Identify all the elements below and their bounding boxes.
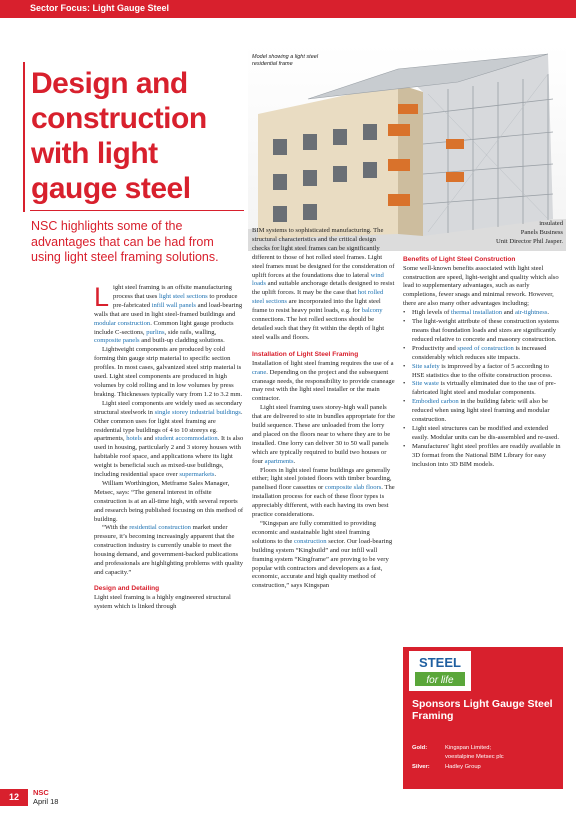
steel-for-life-logo: [409, 651, 471, 691]
link-light-steel-sections[interactable]: light steel sections: [159, 292, 208, 300]
svg-text:for life: for life: [426, 675, 454, 686]
sponsor-silver: Silver: Hadley Group: [412, 764, 481, 770]
subheading: Design and Detailing: [94, 584, 160, 592]
subheading: Benefits of Light Steel Construction: [403, 255, 516, 263]
link-student-accommodation[interactable]: student accommodation: [154, 435, 218, 443]
link-embodied-carbon[interactable]: Embodied carbon: [412, 398, 459, 406]
image-caption: Model showing a light steel residential frame: [252, 54, 319, 67]
list-item: • The light-weight attribute of these construction systems means that foundation loads and sizes are significantly reduced relative to concrete and masonry construction.: [403, 318, 563, 345]
link-apartments[interactable]: apartments: [264, 457, 294, 465]
link-site-waste[interactable]: Site waste: [412, 380, 439, 388]
link-site-safety[interactable]: Site safety: [412, 362, 440, 370]
link-purlins[interactable]: purlins: [146, 328, 165, 336]
list-item: • Productivity and speed of construction is increased considerably which reduces site impacts.: [403, 345, 563, 363]
paragraph: William Worthington, Metframe Sales Manager, Metsec, says: “The general interest in offsite construction is at an all-time high, with several reports and research being published focusing on this method of building.: [94, 479, 244, 523]
link-single-storey-industrial-buildings[interactable]: single storey industrial buildings: [154, 408, 241, 416]
subheading: Installation of Light Steel Framing: [252, 350, 359, 358]
title-divider: [30, 210, 244, 211]
article-column-3: insulated Panels Business Unit Director Phil Jasper. Benefits of Light Steel Construction Some well-known benefits associated with light steel construction are speed, light-weight and quality which also lead to supplementary advantages, such as early completions, fewer snags and minimal rework. However, there are also many other advantages including; • High levels of thermal installation and air-tightness. • The light-weight attribute of these construction systems means that foundation loads and sizes are significantly reduced relative to concrete and masonry construction. • Productivity and speed of construction is increased considerably which reduces site impacts. • Site safety is improved by a factor of 5 according to HSE statistics due to the offsite construction process. • Site waste is virtually eliminated due to the use of pre-fabricated light steel and modular components. • Embodied carbon in the building fabric will also be reduced when using light steel framing and modular construction. • Light steel structures can be modified and extended easily. Modular units can be dis-assembled and re-used. • Manufactures' light steel profiles are readily available in 3D format from the National BIM Library for easy inclusion into 3D BIM models.: [403, 220, 563, 469]
paragraph: Light steel framing is a highly engineered structural system which is linked through: [94, 593, 231, 610]
section-header-bar: [0, 0, 576, 18]
link-construction[interactable]: construction: [293, 537, 327, 545]
list-item: • High levels of thermal installation and air-tightness.: [403, 309, 563, 318]
article-intro: NSC highlights some of the advantages that can be had from using light steel framing solutions.: [31, 219, 219, 264]
list-item: • Light steel structures can be modified and extended easily. Modular units can be dis-assembled and re-used.: [403, 425, 563, 443]
sponsor-gold-2: voestalpine Metsec plc: [445, 754, 504, 760]
sponsor-title: Sponsors Light Gauge Steel Framing: [412, 698, 553, 722]
page-number: 12: [0, 789, 28, 806]
title-accent-rule: [23, 62, 25, 212]
link-residential-construction[interactable]: residential construction: [129, 524, 191, 532]
drop-cap: L: [94, 282, 110, 312]
link-supermarkets[interactable]: supermarkets: [179, 471, 215, 479]
link-hotels[interactable]: hotels: [126, 435, 142, 443]
link-air-tightness[interactable]: air-tightness: [514, 309, 548, 317]
paragraph: Lightweight components are produced by cold forming thin gauge strip material to specific section profiles. In most cases, galvanized steel strip material is used. Light steel components are produced in high volumes by cold rolling and in low volumes by press braking. Thicknesses typically vary from 1.2 to 3.2 mm.: [94, 346, 243, 398]
list-item: • Manufactures' light steel profiles are readily available in 3D format from the National BIM Library for easy inclusion into 3D BIM models.: [403, 443, 563, 470]
magazine-name: NSC: [33, 788, 49, 797]
article-title: Design and construction with light gauge steel: [31, 67, 207, 205]
link-balcony[interactable]: balcony: [361, 307, 383, 315]
svg-text:STEEL: STEEL: [419, 655, 461, 670]
link-composite-slab-floors[interactable]: composite slab floors: [324, 484, 382, 492]
paragraph: Some well-known benefits associated with light steel construction are speed, light-weight and quality which also lead to supplementary advantages, such as early completions, fewer snags and minimal rework. However, there are also many other advantages including;: [403, 264, 559, 308]
link-wind-loads[interactable]: wind loads: [252, 271, 384, 288]
list-item: • Site waste is virtually eliminated due to the use of pre-fabricated light steel and modular components.: [403, 380, 563, 398]
list-item: • Embodied carbon in the building fabric will also be reduced when using light steel framing and modular construction.: [403, 398, 563, 425]
issue-date: April 18: [33, 797, 59, 806]
list-item: • Site safety is improved by a factor of 5 according to HSE statistics due to the offsite construction process.: [403, 363, 563, 381]
link-modular-construction[interactable]: modular construction: [94, 319, 151, 327]
link-crane[interactable]: crane: [252, 368, 267, 376]
sponsor-gold: Gold: Kingspan Limited;: [412, 745, 492, 751]
link-hot-rolled-steel-sections[interactable]: hot rolled steel sections: [252, 289, 384, 306]
article-column-1: Light steel framing is an offsite manufacturing process that uses light steel sections to produce pre-fabricated infill wall panels and load-bearing walls that are used in light steel-framed buildings and modular construction. Common light gauge products include C-sections, purlins, side rails, walling, composite panels and built-up cladding solutions. Lightweight components are produced by cold forming thin gauge strip material to specific section profiles. In most cases, galvanized steel strip material is used. Light steel components are produced in high volumes by cold rolling and in low volumes by press braking. Thicknesses typically vary from 1.2 to 3.2 mm. Light steel components are widely used as secondary structural steelwork in single storey industrial buildings. Other common uses for light steel framing are residential type buildings of 4 to 10 storeys eg. apartments, hotels and student accommodation. It is also used in housing, particularly 2 and 3 storey houses with habitable roof space, and applications where its light weight is beneficial such as mixed-use buildings, including residential space over supermarkets. William Worthington, Metframe Sales Manager, Metsec, says: “The general interest in offsite construction is at an all-time high, with several reports and research being published focusing on this method of building. “With the residential construction market under pressure, it’s becoming increasingly apparent that the construction industry is currently unable to meet the housing demand, and government-backed publications and professionals are highlighting problems with quality and capacity.” Design and Detailing Light steel framing is a highly engineered structural system which is linked through: [94, 282, 244, 610]
article-column-2: BIM systems to sophisticated manufacturing. The structural characteristics and the critical design checks for light steel frames can be significantly different to those of hot rolled steel frames. Light steel frames must be designed for the consideration of uplift forces at the foundations due to lateral wind loads and suitable anchorage details designed to resist the uplift forces. It may be the case that hot rolled steel sections are incorporated into the light steel frame to resist heavy point loads, e.g. for balcony connections. The hot rolled sections should be detailed such that they fit within the depth of light steel walls and floors. Installation of Light Steel Framing Installation of light steel framing requires the use of a crane. Depending on the project and the subsequent craneage needs, the responsibility to provide craneage may rest with the light steel installer or the main contractor. Light steel framing uses storey-high wall panels that are delivered to site in bundles appropriate for the build sequence. These are unloaded from the lorry and placed on the floors near to where they are to be installed. One lorry can deliver 30 to 50 wall panels which are typically required to build two houses or four apartments. Floors in light steel frame buildings are generally either; light steel joisted floors with timber boarding, panelised floor cassettes or composite slab floors. The installation process for each of these floor types is appreciably different, with each having its own best practice considerations. “Kingspan are fully committed to providing economic and sustainable light steel framing solutions to the construction sector. Our load-bearing building system “Kingbuild” and our infill wall framing system “Kingframe” are proving to be very popular with contractors and developers as a fast, economic, accurate and high quality method of construction,” says Kingspan: [252, 227, 395, 590]
link-thermal-installation[interactable]: thermal installation: [451, 309, 503, 317]
section-label: Sector Focus: Light Gauge Steel: [30, 3, 170, 13]
link-infill-wall-panels[interactable]: infill wall panels: [151, 301, 196, 309]
benefits-list: [403, 309, 563, 469]
link-speed-of-construction[interactable]: speed of construction: [457, 344, 514, 352]
link-composite-panels[interactable]: composite panels: [94, 337, 140, 345]
